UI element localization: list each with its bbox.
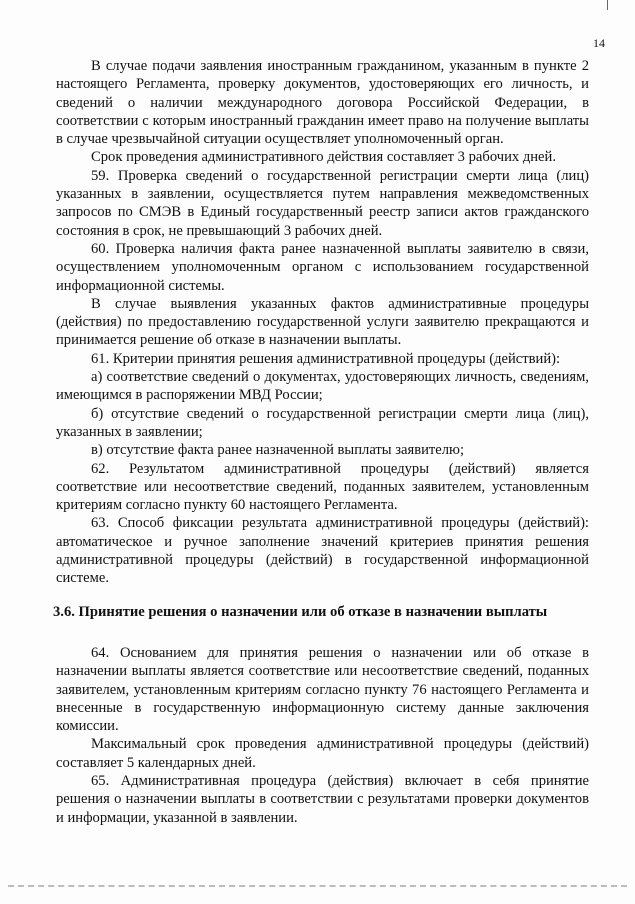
- paragraph-foreign-citizen: В случае подачи заявления иностранным гражданином, указанным в пункте 2 настоящего Регламента, проверку документов, удостоверяющих его личность, и сведений о наличии международного договора Российской Федерации, в соответствии с которым иностранный гражданин имеет право на получение выплаты в случае чрезвычайной ситуации осуществляет уполномоченный орган.: [56, 58, 589, 148]
- section-heading-3-6: 3.6. Принятие решения о назначении или об отказе в назначении выплаты: [53, 603, 548, 620]
- paragraph-deadline-3-days: Срок проведения административного действия составляет 3 рабочих дней.: [91, 149, 556, 166]
- paragraph-64: 64. Основанием для принятия решения о назначении или об отказе в назначении выплаты является соответствие или несоответствие сведений, поданных заявителем, установленным критериям согласно пункту 76 настоящего Регламента и внесенные в государственную информационную систему данные заключения комиссии.: [56, 644, 589, 735]
- paragraph-62: 62. Результатом административной процедуры (действий) является соответствие или несоответствие сведений, поданных заявителем, установленным критериям согласно пункту 60 настоящего Регламента.: [56, 460, 589, 514]
- scan-mark: [607, 0, 608, 10]
- criterion-c: в) отсутствие факта ранее назначенной выплаты заявителю;: [91, 442, 464, 459]
- document-body: [53, 57, 589, 827]
- paragraph-termination: В случае выявления указанных фактов административные процедуры (действия) по предоставлению государственной услуги заявителю прекращаются и принимается решение об отказе в назначении выплаты.: [56, 295, 589, 349]
- paragraph-60: 60. Проверка наличия факта ранее назначенной выплаты заявителю в связи, осуществлением уполномоченным органом с использованием государственной информационной системы.: [56, 240, 589, 294]
- paragraph-59: 59. Проверка сведений о государственной регистрации смерти лица (лиц) указанных в заявлении, осуществляется путем направления межведомственных запросов по СМЭВ в Единый государственный реестр записи актов гражданского состояния в срок, не превышающий 3 рабочих дней.: [56, 167, 589, 239]
- criterion-a: а) соответствие сведений о документах, удостоверяющих личность, сведениям, имеющимся в распоряжении МВД России;: [56, 369, 589, 404]
- criterion-b: б) отсутствие сведений о государственной регистрации смерти лица (лиц), указанных в заявлении;: [56, 405, 589, 440]
- paragraph-max-deadline: Максимальный срок проведения административной процедуры (действий) составляет 5 календарных дней.: [56, 736, 589, 771]
- paragraph-65: 65. Административная процедура (действия) включает в себя принятие решения о назначении выплаты в соответствии с результатами проверки документов и информации, указанной в заявлении.: [56, 772, 589, 826]
- page-number: 14: [593, 36, 605, 50]
- paragraph-63: 63. Способ фиксации результата административной процедуры (действий): автоматическое и ручное заполнение значений критериев принятия решения административной процедуры (действий) в государственной информационной системе.: [56, 515, 589, 587]
- scan-bottom-edge: [8, 885, 627, 887]
- paragraph-61: 61. Критерии принятия решения административной процедуры (действий):: [91, 350, 561, 367]
